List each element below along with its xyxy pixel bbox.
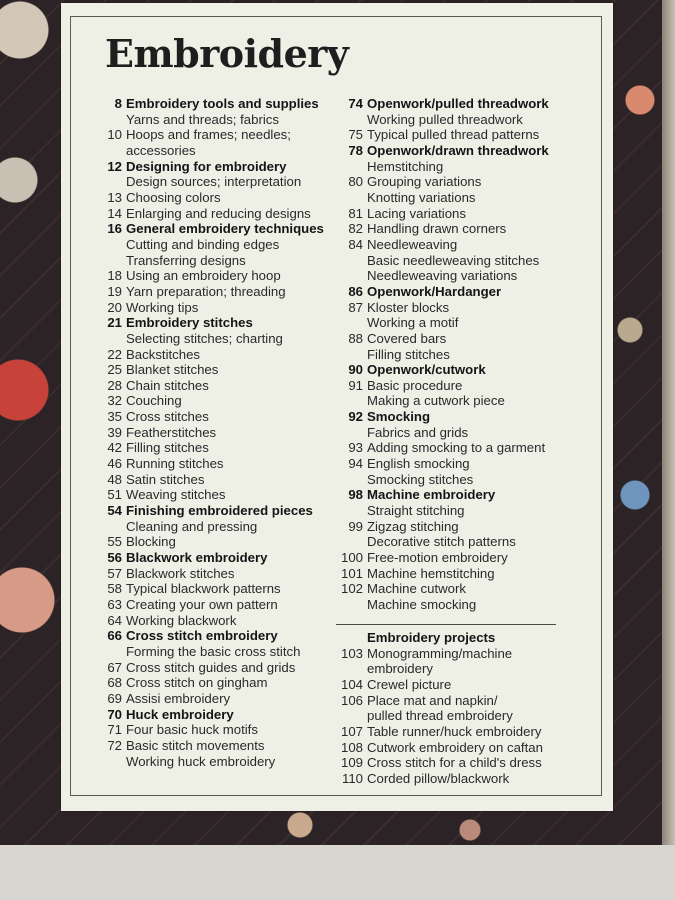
entry-title: Designing for embroidery [126,158,287,174]
page-number [97,112,122,128]
page-number: 75 [348,127,363,143]
entry-title: Basic stitch movements [126,737,265,753]
page-number: 82 [348,221,363,237]
page-number: 68 [107,675,122,691]
entry-title: Decorative stitch patterns [367,534,516,550]
contents-entry [326,771,606,787]
contents-entry [97,534,337,550]
contents-entry [326,740,606,756]
contents-entry [326,331,606,347]
page-number: 103 [340,645,363,661]
page-number: 25 [107,362,122,378]
contents-entry [326,347,606,363]
entry-title: Making a cutwork piece [367,393,505,409]
entry-title: Openwork/pulled threadwork [367,96,549,111]
page-number: 78 [348,142,363,158]
page-number: 57 [107,565,122,581]
page-number [97,237,122,253]
page-number: 87 [348,299,363,315]
entry-title: Adding smocking to a garment [367,440,546,456]
contents-entry [326,472,606,488]
entry-title: General embroidery techniques [126,221,324,237]
entry-title: Smocking stitches [367,471,474,487]
page-number: 100 [340,550,363,566]
entry-title: Hoops and frames; needles; [126,127,291,143]
entry-title: Filling stitches [367,346,450,362]
projects-divider [336,624,556,625]
contents-right-column [326,96,606,613]
page-number [97,519,122,535]
contents-entry [326,206,606,222]
contents-entry [326,425,606,441]
projects-list [326,646,606,787]
contents-entry [97,284,337,300]
section-heading [97,96,337,112]
entry-title: Embroidery stitches [126,315,253,331]
contents-entry [97,190,337,206]
entry-title: Blackwork stitches [126,565,235,581]
page-number [326,268,363,284]
page-number: 21 [107,315,122,331]
contents-entry [326,159,606,175]
contents-entry [97,660,337,676]
page-number: 19 [107,283,122,299]
page-number: 48 [107,471,122,487]
page-number [97,644,122,660]
contents-entry [97,425,337,441]
contents-entry [97,362,337,378]
entry-title: Huck embroidery [126,706,234,722]
page-number [326,190,363,206]
entry-title: Transferring designs [126,252,246,268]
page-number [97,174,122,190]
page-number: 14 [107,205,122,221]
contents-entry [97,300,337,316]
entry-title: Openwork/Hardanger [367,283,502,299]
contents-entry [326,503,606,519]
contents-entry [326,581,606,597]
entry-title: Openwork/cutwork [367,362,486,378]
entry-title: Blackwork embroidery [126,550,268,566]
entry-title: Creating your own pattern [126,597,278,612]
page-number: 32 [107,393,122,409]
contents-entry [326,693,606,709]
page-number: 106 [340,692,363,708]
entry-title: embroidery [367,661,433,677]
entry-title: Needleweaving variations [367,268,518,284]
contents-entry [97,253,337,269]
contents-entry [97,393,337,409]
entry-title: Free-motion embroidery [367,550,508,566]
page-number: 80 [348,174,363,190]
page-number: 99 [348,518,363,534]
page-number: 86 [348,283,363,299]
contents-entry [326,677,606,693]
entry-title: Crewel picture [367,676,452,692]
book-edge [662,0,675,845]
contents-entry [97,237,337,253]
section-heading [97,221,337,237]
contents-entry [97,378,337,394]
entry-title: Grouping variations [367,174,482,190]
entry-title: accessories [126,142,196,158]
page-number: 16 [107,221,122,237]
section-heading [97,550,337,566]
section-heading [326,284,606,300]
entry-title: Typical blackwork patterns [126,581,281,597]
page-number: 22 [107,346,122,362]
entry-title: Blanket stitches [126,362,219,378]
entry-title: Cross stitch on gingham [126,675,268,691]
contents-entry [326,534,606,550]
page-number: 102 [340,581,363,597]
entry-title: Satin stitches [126,471,205,487]
right-column-entries [326,96,606,613]
entry-title: Basic procedure [367,377,463,393]
page-number: 71 [107,722,122,738]
contents-entry [97,675,337,691]
page-number: 39 [107,424,122,440]
page-number: 74 [348,96,363,111]
contents-entry [97,566,337,582]
contents-entry [97,409,337,425]
entry-title: Design sources; interpretation [126,174,302,190]
entry-title: Corded pillow/blackwork [367,770,510,786]
contents-entry [326,174,606,190]
entry-title: Openwork/drawn threadwork [367,142,549,158]
section-heading [326,362,606,378]
page-number: 12 [107,158,122,174]
page-number [326,393,363,409]
section-heading [326,409,606,425]
contents-entry [97,754,337,770]
entry-title: Lacing variations [367,205,466,221]
contents-entry [97,738,337,754]
entry-title: Couching [126,393,182,409]
page-number [97,253,122,269]
contents-entry [326,237,606,253]
entry-title: Choosing colors [126,189,221,205]
contents-entry [97,597,337,613]
page-number: 46 [107,456,122,472]
page-number: 108 [340,739,363,755]
entry-title: Enlarging and reducing designs [126,205,311,221]
page-number [326,534,363,550]
entry-title: Cross stitch for a child's dress [367,755,542,771]
entry-title: Cleaning and pressing [126,518,258,534]
page-number: 91 [348,377,363,393]
contents-entry [326,268,606,284]
contents-entry [97,440,337,456]
entry-title: Four basic huck motifs [126,722,258,738]
contents-entry [326,646,606,662]
page-number: 28 [107,377,122,393]
entry-title: Cross stitch embroidery [126,628,278,644]
page-number [326,315,363,331]
page-number: 81 [348,205,363,221]
contents-entry [326,253,606,269]
page-number [97,143,122,159]
contents-entry [326,724,606,740]
contents-entry [97,331,337,347]
entry-title: Featherstitches [126,424,217,440]
page-number [97,331,122,347]
contents-entry [97,206,337,222]
entry-title: Cutwork embroidery on caftan [367,739,543,755]
page-number: 93 [348,440,363,456]
section-heading [97,503,337,519]
page-number: 20 [107,299,122,315]
page-number: 8 [114,96,122,111]
page-number [326,708,363,724]
contents-entry [97,722,337,738]
page-number: 107 [340,723,363,739]
page-number: 58 [107,581,122,597]
projects-section [326,630,606,787]
entry-title: Working blackwork [126,612,237,628]
entry-title: Monogramming/machine [367,645,513,661]
contents-entry [326,221,606,237]
entry-title: Cross stitches [126,409,209,425]
page-number [326,347,363,363]
section-heading [97,315,337,331]
contents-entry [97,268,337,284]
entry-title: Machine smocking [367,597,477,612]
entry-title: Smocking [367,409,431,425]
entry-title: Embroidery tools and supplies [126,96,319,111]
contents-entry [326,378,606,394]
page-number: 18 [107,268,122,284]
page-number [326,661,363,677]
contents-entry [326,393,606,409]
entry-title: Cutting and binding edges [126,236,280,252]
page-number: 54 [107,503,122,519]
page-number [326,425,363,441]
entry-title: Running stitches [126,456,224,472]
entry-title: pulled thread embroidery [367,708,513,724]
entry-title: Typical pulled thread patterns [367,127,540,143]
contents-entry [97,581,337,597]
page-number [326,112,363,128]
page-number: 94 [348,456,363,472]
contents-entry [97,127,337,143]
entry-title: Selecting stitches; charting [126,330,283,346]
entry-title: Cross stitch guides and grids [126,659,296,675]
contents-entry [97,613,337,629]
entry-title: Forming the basic cross stitch [126,643,301,659]
page-number: 13 [107,189,122,205]
section-heading [97,159,337,175]
entry-title: Blocking [126,534,176,550]
contents-entry [97,143,337,159]
section-heading [326,96,606,112]
section-heading [326,143,606,159]
page-number: 90 [348,362,363,378]
page-number: 69 [107,690,122,706]
contents-entry [97,691,337,707]
entry-title: Backstitches [126,346,201,362]
contents-entry [97,456,337,472]
contents-entry [326,440,606,456]
entry-title: Filling stitches [126,440,209,456]
contents-entry [326,755,606,771]
page-number: 104 [340,676,363,692]
entry-title: Covered bars [367,330,447,346]
page-number [326,253,363,269]
entry-title: Hemstitching [367,158,444,174]
page-number: 66 [107,628,122,644]
entry-title: Yarns and threads; fabrics [126,111,279,127]
entry-title: Yarn preparation; threading [126,283,286,299]
page-number: 10 [107,127,122,143]
entry-title: Basic needleweaving stitches [367,252,540,268]
contents-entry [326,661,606,677]
page-number: 101 [340,565,363,581]
contents-left-column [97,96,337,769]
page-number: 98 [348,487,363,503]
page-number: 92 [348,409,363,425]
entry-title: Using an embroidery hoop [126,268,281,284]
contents-entry [97,519,337,535]
page-number [326,503,363,519]
contents-entry [326,127,606,143]
entry-title: English smocking [367,456,470,472]
contents-entry [326,456,606,472]
contents-entry [97,487,337,503]
entry-title: Chain stitches [126,377,209,393]
page-number [326,597,363,613]
entry-title: Place mat and napkin/ [367,692,498,708]
entry-title: Machine embroidery [367,487,496,503]
entry-title: Machine cutwork [367,581,466,597]
entry-title: Machine hemstitching [367,565,495,581]
page-number: 110 [341,770,363,786]
entry-title: Zigzag stitching [367,518,459,534]
page-number: 84 [348,236,363,252]
entry-title: Needleweaving [367,236,458,252]
contents-entry [326,597,606,613]
page-number [326,159,363,175]
contents-entry [326,566,606,582]
entry-title: Straight stitching [367,503,465,519]
page-number: 88 [348,330,363,346]
contents-entry [97,644,337,660]
contents-entry [326,519,606,535]
contents-entry [326,708,606,724]
page-number [326,472,363,488]
contents-entry [97,112,337,128]
contents-entry [326,315,606,331]
page-number: 42 [107,440,122,456]
entry-title: Handling drawn corners [367,221,507,237]
page-number: 64 [107,612,122,628]
contents-entry [326,190,606,206]
page-number: 55 [107,534,122,550]
entry-title: Kloster blocks [367,299,450,315]
page-number: 72 [107,737,122,753]
entry-title: Finishing embroidered pieces [126,503,313,519]
contents-entry [97,174,337,190]
contents-entry [97,472,337,488]
entry-title: Weaving stitches [126,487,226,503]
entry-title: Working pulled threadwork [367,111,523,127]
contents-entry [326,550,606,566]
section-heading [97,628,337,644]
page-number: 67 [107,659,122,675]
page-number: 63 [107,597,122,612]
page-number: 56 [107,550,122,566]
contents-page [61,3,613,811]
page-number: 109 [340,755,363,771]
page-number: 51 [107,487,122,503]
contents-entry [326,300,606,316]
section-heading [97,707,337,723]
contents-entry [97,347,337,363]
entry-title: Assisi embroidery [126,690,231,706]
page-title: Embroidery [105,31,349,76]
section-heading [326,487,606,503]
entry-title: Working huck embroidery [126,753,276,769]
entry-title: Fabrics and grids [367,424,469,440]
page-number [97,754,122,770]
contents-entry [326,112,606,128]
entry-title: Working a motif [367,315,459,331]
entry-title: Working tips [126,299,199,315]
entry-title: Knotting variations [367,189,476,205]
projects-heading: Embroidery projects [367,630,496,645]
page-number: 35 [107,409,122,425]
page-number: 70 [107,706,122,722]
entry-title: Table runner/huck embroidery [367,723,542,739]
